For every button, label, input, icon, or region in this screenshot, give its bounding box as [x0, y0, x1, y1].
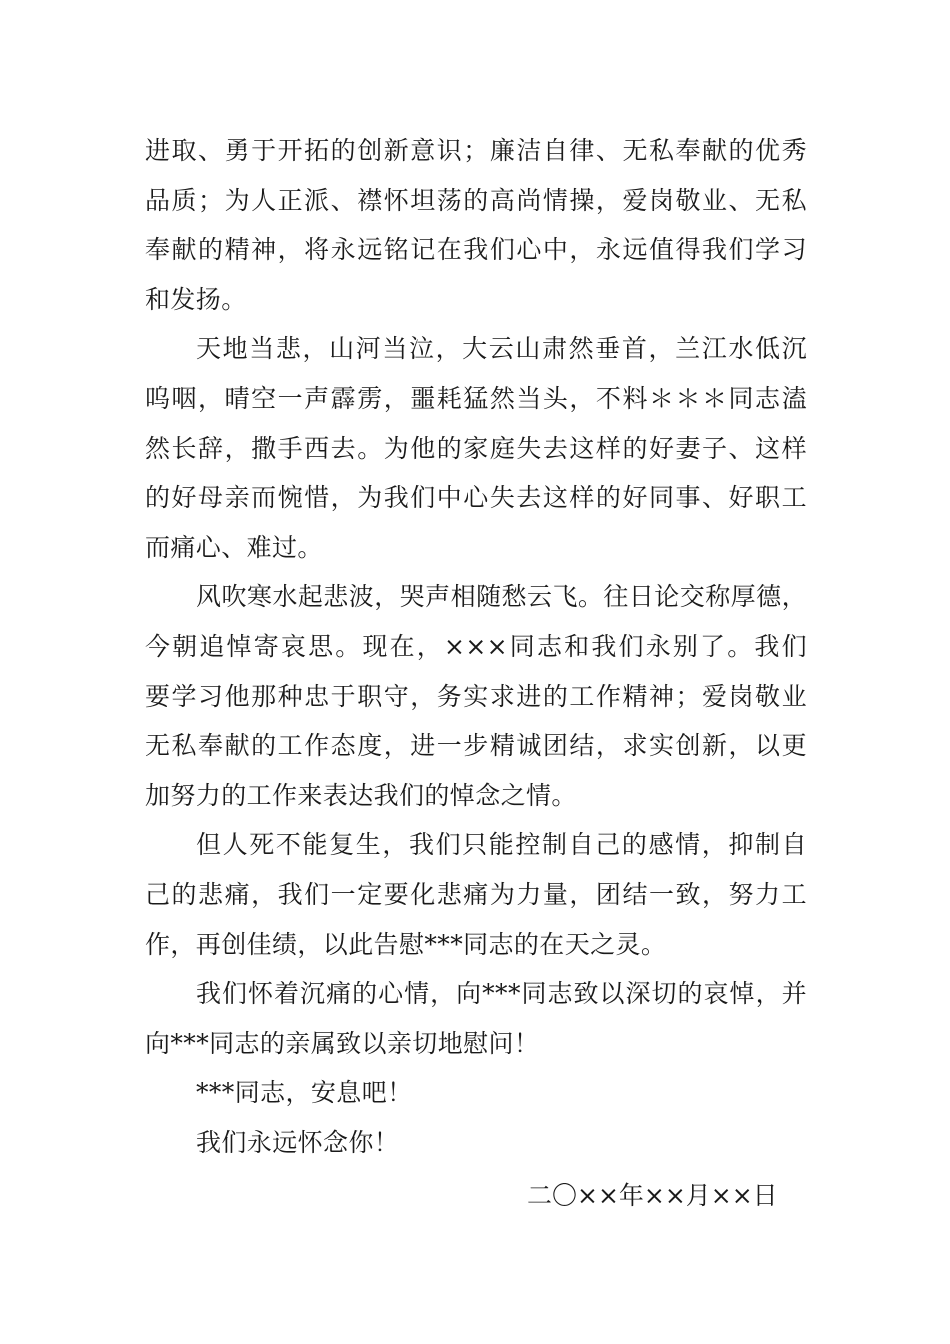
text-line: 向***同志的亲属致以亲切地慰问！ [145, 1028, 540, 1058]
text-line: 无私奉献的工作态度，进一步精诚团结，求实创新，以更 [145, 731, 807, 761]
text-line: 我们永远怀念你！ [196, 1127, 400, 1157]
text-line: 而痛心、难过。 [145, 532, 323, 562]
text-line: 己的悲痛，我们一定要化悲痛为力量，团结一致，努力工 [145, 879, 807, 909]
paragraph-3 [145, 572, 807, 820]
text-line: 天地当悲，山河当泣，大云山肃然垂首，兰江水低沉 [196, 334, 807, 364]
text-line: 的好母亲而惋惜，为我们中心失去这样的好同事、好职工 [145, 483, 807, 513]
paragraph-1 [145, 126, 807, 324]
text-line: 我们怀着沉痛的心情，向***同志致以深切的哀悼，并 [196, 979, 807, 1009]
text-line: ***同志，安息吧！ [196, 1078, 413, 1108]
text-line: 要学习他那种忠于职守，务实求进的工作精神；爱岗敬业 [145, 681, 807, 711]
text-line: 但人死不能复生，我们只能控制自己的感情，抑制自 [196, 830, 807, 860]
document-body [145, 126, 807, 1167]
text-line: 今朝追悼寄哀思。现在，×××同志和我们永别了。我们 [145, 631, 807, 661]
paragraph-5 [145, 969, 807, 1068]
text-line: 然长辞，撒手西去。为他的家庭失去这样的好妻子、这样 [145, 433, 807, 463]
text-line: 呜咽，晴空一声霹雳，噩耗猛然当头，不料＊＊＊同志溘 [145, 383, 807, 413]
paragraph-2 [145, 324, 807, 572]
document-date: 二〇××年××月××日 [527, 1181, 778, 1210]
text-line: 奉献的精神，将永远铭记在我们心中，永远值得我们学习 [145, 235, 807, 265]
text-line: 和发扬。 [145, 284, 247, 314]
text-line: 进取、勇于开拓的创新意识；廉洁自律、无私奉献的优秀 [145, 136, 807, 165]
text-line: 风吹寒水起悲波，哭声相随愁云飞。往日论交称厚德， [196, 582, 807, 612]
paragraph-7 [145, 1118, 807, 1168]
paragraph-6 [145, 1068, 807, 1118]
paragraph-4 [145, 820, 807, 969]
text-line: 作，再创佳绩，以此告慰***同志的在天之灵。 [145, 929, 667, 959]
text-line: 品质；为人正派、襟怀坦荡的高尚情操，爱岗敬业、无私 [145, 185, 807, 215]
text-line: 加努力的工作来表达我们的悼念之情。 [145, 780, 577, 810]
